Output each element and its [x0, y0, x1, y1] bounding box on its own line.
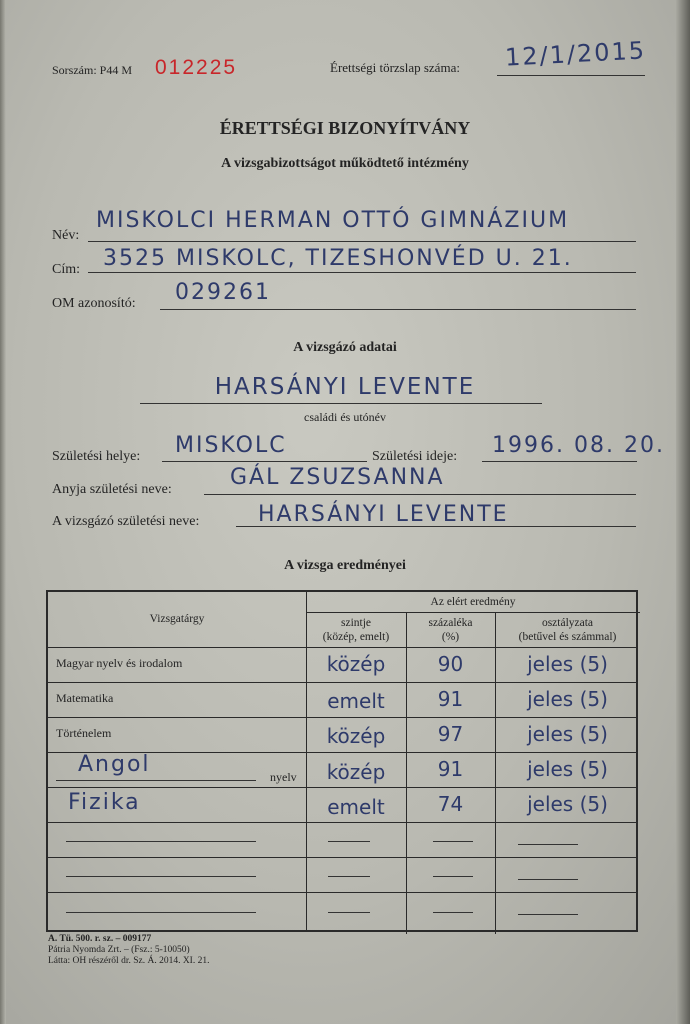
institution-address: 3525 MISKOLC, TIZESHONVÉD U. 21. [103, 246, 573, 271]
subject-label: Matematika [56, 691, 114, 705]
footer-line-1: A. Tü. 500. r. sz. – 009177 [48, 934, 152, 944]
col-header-grade: osztályzata (betűvel és számmal) [518, 617, 617, 643]
percent-value: 74 [437, 792, 464, 816]
candidate-name-line [140, 403, 542, 404]
grade-value: jeles (5) [527, 687, 608, 711]
page-edge-left [0, 0, 6, 1024]
empty-dash [433, 912, 473, 913]
row-divider [48, 647, 636, 648]
language-line [56, 780, 256, 781]
grade-value: jeles (5) [527, 722, 608, 746]
level-value: emelt [327, 795, 385, 819]
row-divider [306, 612, 640, 613]
subject-label: Magyar nyelv és irodalom [56, 656, 183, 670]
mother-label: Anyja születési neve: [52, 482, 172, 497]
candidate-heading: A vizsgázó adatai [293, 340, 397, 355]
page-edge-right [676, 0, 690, 1024]
grade-value: jeles (5) [527, 757, 608, 781]
om-value: 029261 [175, 280, 271, 305]
row-divider [48, 682, 636, 683]
empty-dash [518, 914, 578, 915]
grade-value: jeles (5) [527, 652, 608, 676]
language-suffix: nyelv [270, 770, 297, 784]
empty-dash [433, 841, 473, 842]
mother-line [204, 494, 636, 495]
language-subject: Angol [78, 752, 151, 777]
row-divider [48, 857, 636, 858]
percent-value: 91 [437, 687, 464, 711]
footer-line-3: Látta: OH részéről dr. Sz. Á. 2014. XI. 21. [48, 956, 210, 966]
percent-value: 97 [437, 722, 464, 746]
address-line [88, 272, 636, 273]
register-line [497, 75, 645, 76]
name-label: Név: [52, 228, 80, 243]
register-value: 12/1/2015 [504, 36, 647, 72]
om-line [160, 309, 636, 310]
row-divider [48, 717, 636, 718]
empty-dash [328, 876, 370, 877]
footer-line-2: Pátria Nyomda Zrt. – (Fsz.: 5-10050) [48, 945, 190, 955]
birthplace-label: Születési helye: [52, 449, 141, 464]
col-header-level: szintje (közép, emelt) [322, 617, 390, 643]
serial-label: Sorszám: P44 M [52, 63, 133, 77]
birthdate-line [482, 461, 637, 462]
empty-dash [66, 876, 256, 877]
institution-heading: A vizsgabizottságot működtető intézmény [221, 156, 469, 171]
results-heading: A vizsga eredményei [284, 558, 406, 573]
level-value: közép [326, 652, 386, 676]
col-header-subject: Vizsgatárgy [149, 613, 205, 625]
mother-value: GÁL ZSUZSANNA [230, 465, 445, 490]
col-header-percent: százaléka (%) [428, 617, 473, 643]
col-header-achieved: Az elért eredmény [430, 596, 516, 608]
name-line [88, 241, 636, 242]
row-divider [48, 787, 636, 788]
level-value: közép [326, 724, 386, 748]
address-label: Cím: [52, 262, 81, 277]
grade-value: jeles (5) [527, 792, 608, 816]
empty-dash [66, 841, 256, 842]
birthname-label: A vizsgázó születési neve: [52, 514, 200, 529]
birthdate-label: Születési ideje: [372, 449, 458, 464]
level-value: közép [326, 760, 386, 784]
serial-number: 012225 [155, 56, 238, 79]
om-label: OM azonosító: [52, 296, 136, 311]
candidate-name: HARSÁNYI LEVENTE [214, 374, 476, 400]
row-divider [48, 822, 636, 823]
percent-value: 90 [437, 652, 464, 676]
empty-dash [518, 844, 578, 845]
results-table [46, 590, 638, 932]
document-title: ÉRETTSÉGI BIZONYÍTVÁNY [219, 118, 471, 138]
empty-dash [66, 912, 256, 913]
level-value: emelt [327, 689, 385, 713]
birthdate-value: 1996. 08. 20. [492, 433, 665, 458]
empty-dash [328, 841, 370, 842]
extra-subject: Fizika [68, 790, 141, 815]
percent-value: 91 [437, 757, 464, 781]
candidate-name-caption: családi és utónév [304, 410, 386, 424]
register-label: Érettségi törzslap száma: [330, 60, 460, 75]
row-divider [48, 892, 636, 893]
subject-label: Történelem [56, 726, 112, 740]
empty-dash [518, 879, 578, 880]
birthname-value: HARSÁNYI LEVENTE [258, 502, 509, 527]
empty-dash [328, 912, 370, 913]
birthplace-value: MISKOLC [175, 433, 287, 458]
birthplace-line [162, 461, 367, 462]
empty-dash [433, 876, 473, 877]
institution-name: MISKOLCI HERMAN OTTÓ GIMNÁZIUM [96, 208, 570, 233]
